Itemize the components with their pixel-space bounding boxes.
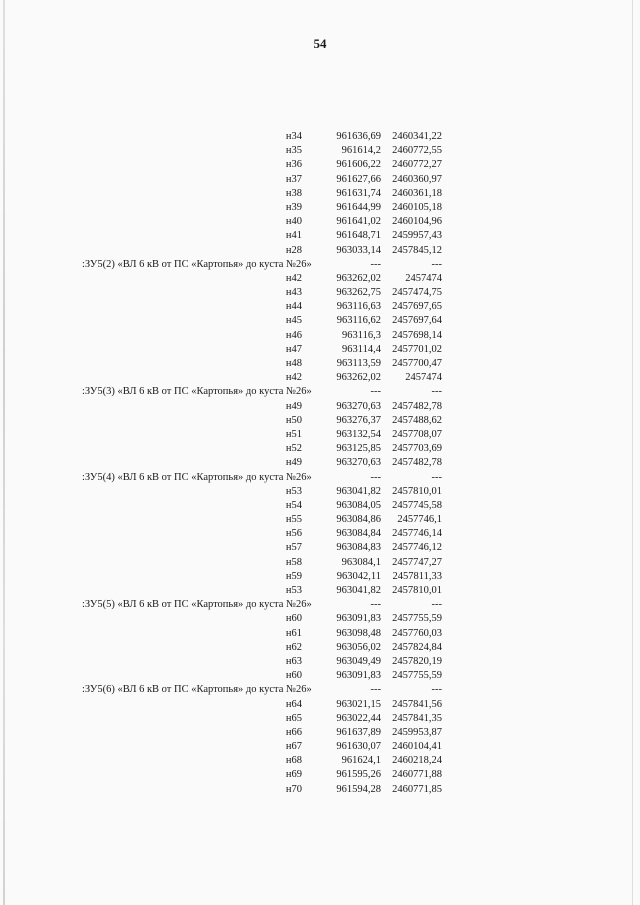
y-coordinate: 2460771,85 — [392, 783, 442, 795]
y-coordinate: 2457755,59 — [392, 613, 442, 625]
y-coordinate: 2457474 — [405, 272, 442, 284]
y-coordinate: 2460104,41 — [392, 741, 442, 753]
y-coordinate: 2457755,59 — [392, 670, 442, 682]
x-coordinate: 963041,82 — [336, 485, 381, 497]
x-coordinate: 963021,15 — [336, 698, 381, 710]
coordinate-row — [82, 173, 462, 187]
coordinate-row — [82, 726, 462, 740]
x-coordinate: 963042,11 — [336, 570, 381, 582]
y-coordinate: --- — [431, 258, 442, 270]
section-label: :ЗУ5(3) «ВЛ 6 кВ от ПС «Картопья» до куста №26» — [82, 386, 312, 398]
y-coordinate: 2460360,97 — [392, 173, 442, 185]
y-coordinate: 2459953,87 — [392, 726, 442, 738]
coordinate-row — [82, 144, 462, 158]
coordinate-row — [82, 187, 462, 201]
point-id: н48 — [285, 358, 302, 369]
x-coordinate: 963270,63 — [336, 400, 381, 412]
coordinate-row — [82, 456, 462, 470]
coordinate-row — [82, 627, 462, 641]
point-id: н49 — [285, 400, 302, 412]
y-coordinate: 2457474 — [405, 372, 442, 384]
x-coordinate: 963091,83 — [336, 670, 381, 682]
point-id: н42 — [285, 372, 302, 384]
point-id: н43 — [285, 287, 302, 299]
point-id: н65 — [285, 712, 302, 724]
y-coordinate: 2457488,62 — [392, 414, 442, 426]
point-id: н37 — [285, 173, 302, 185]
point-id: н40 — [285, 216, 302, 228]
point-id: н56 — [285, 528, 302, 540]
point-id: н66 — [285, 726, 302, 738]
y-coordinate: 2457698,14 — [392, 329, 442, 341]
x-coordinate: 963084,83 — [336, 542, 381, 554]
x-coordinate: 961648,71 — [336, 230, 381, 242]
y-coordinate: 2457841,56 — [392, 698, 442, 710]
x-coordinate: 963084,84 — [336, 528, 381, 540]
point-id: н63 — [285, 655, 302, 667]
y-coordinate: 2457760,03 — [392, 627, 442, 639]
point-id: н69 — [285, 769, 302, 781]
x-coordinate: 961644,99 — [336, 201, 381, 213]
section-label: :ЗУ5(4) «ВЛ 6 кВ от ПС «Картопья» до куста №26» — [82, 471, 312, 483]
point-id: н60 — [285, 613, 302, 625]
x-coordinate: 961637,89 — [336, 726, 381, 738]
x-coordinate: 961630,07 — [336, 741, 381, 753]
point-id: н44 — [285, 301, 302, 313]
point-id: н28 — [285, 244, 302, 256]
point-id: н53 — [285, 485, 302, 497]
x-coordinate: --- — [370, 599, 381, 611]
coordinate-row — [82, 201, 462, 215]
coordinate-row — [82, 570, 462, 584]
coordinate-table — [82, 130, 462, 797]
coordinate-row — [82, 641, 462, 655]
coordinate-row — [82, 499, 462, 513]
section-header-row — [82, 598, 462, 612]
x-coordinate: --- — [370, 471, 381, 483]
point-id: н34 — [285, 131, 302, 142]
coordinate-row — [82, 754, 462, 768]
coordinate-row — [82, 740, 462, 754]
y-coordinate: 2457745,58 — [392, 499, 442, 511]
x-coordinate: 963091,83 — [336, 613, 381, 625]
x-coordinate: 963084,1 — [341, 556, 381, 568]
y-coordinate: --- — [431, 684, 442, 696]
coordinate-row — [82, 485, 462, 499]
point-id: н59 — [285, 570, 302, 582]
point-id: н58 — [285, 556, 302, 568]
point-id: н52 — [285, 443, 302, 455]
point-id: н46 — [285, 329, 302, 341]
x-coordinate: 963033,14 — [336, 244, 381, 256]
coordinate-row — [82, 158, 462, 172]
y-coordinate: 2460104,96 — [392, 216, 442, 228]
y-coordinate: 2457746,1 — [397, 514, 442, 526]
x-coordinate: 961636,69 — [336, 131, 381, 142]
coordinate-row — [82, 272, 462, 286]
section-label: :ЗУ5(2) «ВЛ 6 кВ от ПС «Картопья» до куста №26» — [82, 258, 312, 270]
y-coordinate: 2457708,07 — [392, 428, 442, 440]
coordinate-row — [82, 229, 462, 243]
coordinate-row — [82, 556, 462, 570]
coordinate-row — [82, 357, 462, 371]
y-coordinate: 2459957,43 — [392, 230, 442, 242]
x-coordinate: 961606,22 — [336, 159, 381, 171]
coordinate-row — [82, 329, 462, 343]
y-coordinate: 2457824,84 — [392, 641, 442, 653]
x-coordinate: 963262,02 — [336, 372, 381, 384]
coordinate-row — [82, 244, 462, 258]
coordinate-row — [82, 712, 462, 726]
x-coordinate: 961595,26 — [336, 769, 381, 781]
x-coordinate: --- — [370, 684, 381, 696]
x-coordinate: 961641,02 — [336, 216, 381, 228]
coordinate-row — [82, 698, 462, 712]
x-coordinate: 963114,4 — [342, 343, 381, 355]
y-coordinate: 2457810,01 — [392, 585, 442, 596]
y-coordinate: 2460771,88 — [392, 769, 442, 781]
section-header-row — [82, 683, 462, 697]
point-id: н36 — [285, 159, 302, 171]
y-coordinate: 2457820,19 — [392, 655, 442, 667]
point-id: н62 — [285, 641, 302, 653]
x-coordinate: 961631,74 — [336, 187, 381, 199]
y-coordinate: 2460361,18 — [392, 187, 442, 199]
point-id: н45 — [285, 315, 302, 327]
coordinate-row — [82, 655, 462, 669]
x-coordinate: 963125,85 — [336, 443, 381, 455]
point-id: н49 — [285, 457, 302, 469]
point-id: н51 — [285, 428, 302, 440]
section-header-row — [82, 471, 462, 485]
x-coordinate: 963262,02 — [336, 272, 381, 284]
y-coordinate: 2457746,12 — [392, 542, 442, 554]
x-coordinate: 963262,75 — [336, 287, 381, 299]
scan-edge-left — [3, 0, 5, 905]
section-label: :ЗУ5(6) «ВЛ 6 кВ от ПС «Картопья» до куста №26» — [82, 684, 312, 696]
x-coordinate: 963116,63 — [336, 301, 381, 313]
y-coordinate: 2460772,55 — [392, 145, 442, 157]
page-number: 54 — [313, 36, 327, 51]
y-coordinate: 2457701,02 — [392, 343, 442, 355]
x-coordinate: 961614,2 — [341, 145, 381, 157]
coordinate-row — [82, 414, 462, 428]
coordinate-row — [82, 584, 462, 598]
coordinate-row — [82, 442, 462, 456]
x-coordinate: 963041,82 — [336, 585, 381, 596]
y-coordinate: 2457700,47 — [392, 358, 442, 369]
coordinate-row — [82, 343, 462, 357]
y-coordinate: 2457474,75 — [392, 287, 442, 299]
x-coordinate: 963116,62 — [336, 315, 381, 327]
x-coordinate: 963113,59 — [336, 358, 381, 369]
coordinate-row — [82, 768, 462, 782]
coordinate-row — [82, 669, 462, 683]
x-coordinate: 963084,05 — [336, 499, 381, 511]
coordinate-row — [82, 300, 462, 314]
x-coordinate: 963132,54 — [336, 428, 381, 440]
point-id: н38 — [285, 187, 302, 199]
x-coordinate: --- — [370, 386, 381, 398]
y-coordinate: 2457697,65 — [392, 301, 442, 313]
x-coordinate: 961594,28 — [336, 783, 381, 795]
section-label: :ЗУ5(5) «ВЛ 6 кВ от ПС «Картопья» до куста №26» — [82, 599, 312, 611]
x-coordinate: 963049,49 — [336, 655, 381, 667]
x-coordinate: 963056,02 — [336, 641, 381, 653]
y-coordinate: --- — [431, 386, 442, 398]
point-id: н53 — [285, 585, 302, 596]
coordinate-row — [82, 783, 462, 797]
y-coordinate: 2457845,12 — [392, 244, 442, 256]
point-id: н67 — [285, 741, 302, 753]
x-coordinate: 961624,1 — [341, 755, 381, 767]
y-coordinate: 2460218,24 — [392, 755, 442, 767]
coordinate-row — [82, 541, 462, 555]
point-id: н70 — [285, 783, 302, 795]
point-id: н42 — [285, 272, 302, 284]
coordinate-row — [82, 612, 462, 626]
point-id: н68 — [285, 755, 302, 767]
y-coordinate: 2457811,33 — [392, 570, 442, 582]
y-coordinate: 2457841,35 — [392, 712, 442, 724]
x-coordinate: 963116,3 — [342, 329, 381, 341]
x-coordinate: 963084,86 — [336, 514, 381, 526]
x-coordinate: 961627,66 — [336, 173, 381, 185]
x-coordinate: 963270,63 — [336, 457, 381, 469]
section-header-row — [82, 385, 462, 399]
section-header-row — [82, 258, 462, 272]
y-coordinate: --- — [431, 599, 442, 611]
point-id: н41 — [285, 230, 302, 242]
point-id: н47 — [285, 343, 302, 355]
y-coordinate: 2457482,78 — [392, 400, 442, 412]
y-coordinate: 2457482,78 — [392, 457, 442, 469]
y-coordinate: 2457697,64 — [392, 315, 442, 327]
coordinate-row — [82, 527, 462, 541]
y-coordinate: 2457703,69 — [392, 443, 442, 455]
coordinate-row — [82, 371, 462, 385]
y-coordinate: 2457746,14 — [392, 528, 442, 540]
scan-edge-right — [632, 0, 633, 905]
y-coordinate: 2460105,18 — [392, 201, 442, 213]
y-coordinate: --- — [431, 471, 442, 483]
x-coordinate: 963022,44 — [336, 712, 381, 724]
x-coordinate: 963276,37 — [336, 414, 381, 426]
point-id: н39 — [285, 201, 302, 213]
x-coordinate: 963098,48 — [336, 627, 381, 639]
point-id: н55 — [285, 514, 302, 526]
coordinate-row — [82, 428, 462, 442]
y-coordinate: 2457810,01 — [392, 485, 442, 497]
point-id: н57 — [285, 542, 302, 554]
point-id: н64 — [285, 698, 302, 710]
point-id: н54 — [285, 499, 302, 511]
point-id: н60 — [285, 670, 302, 682]
y-coordinate: 2460341,22 — [392, 131, 442, 142]
point-id: н61 — [285, 627, 302, 639]
y-coordinate: 2460772,27 — [392, 159, 442, 171]
coordinate-row — [82, 314, 462, 328]
x-coordinate: --- — [370, 258, 381, 270]
coordinate-row — [82, 513, 462, 527]
coordinate-row — [82, 130, 462, 144]
y-coordinate: 2457747,27 — [392, 556, 442, 568]
point-id: н50 — [285, 414, 302, 426]
coordinate-row — [82, 215, 462, 229]
point-id: н35 — [285, 145, 302, 157]
coordinate-row — [82, 400, 462, 414]
coordinate-row — [82, 286, 462, 300]
